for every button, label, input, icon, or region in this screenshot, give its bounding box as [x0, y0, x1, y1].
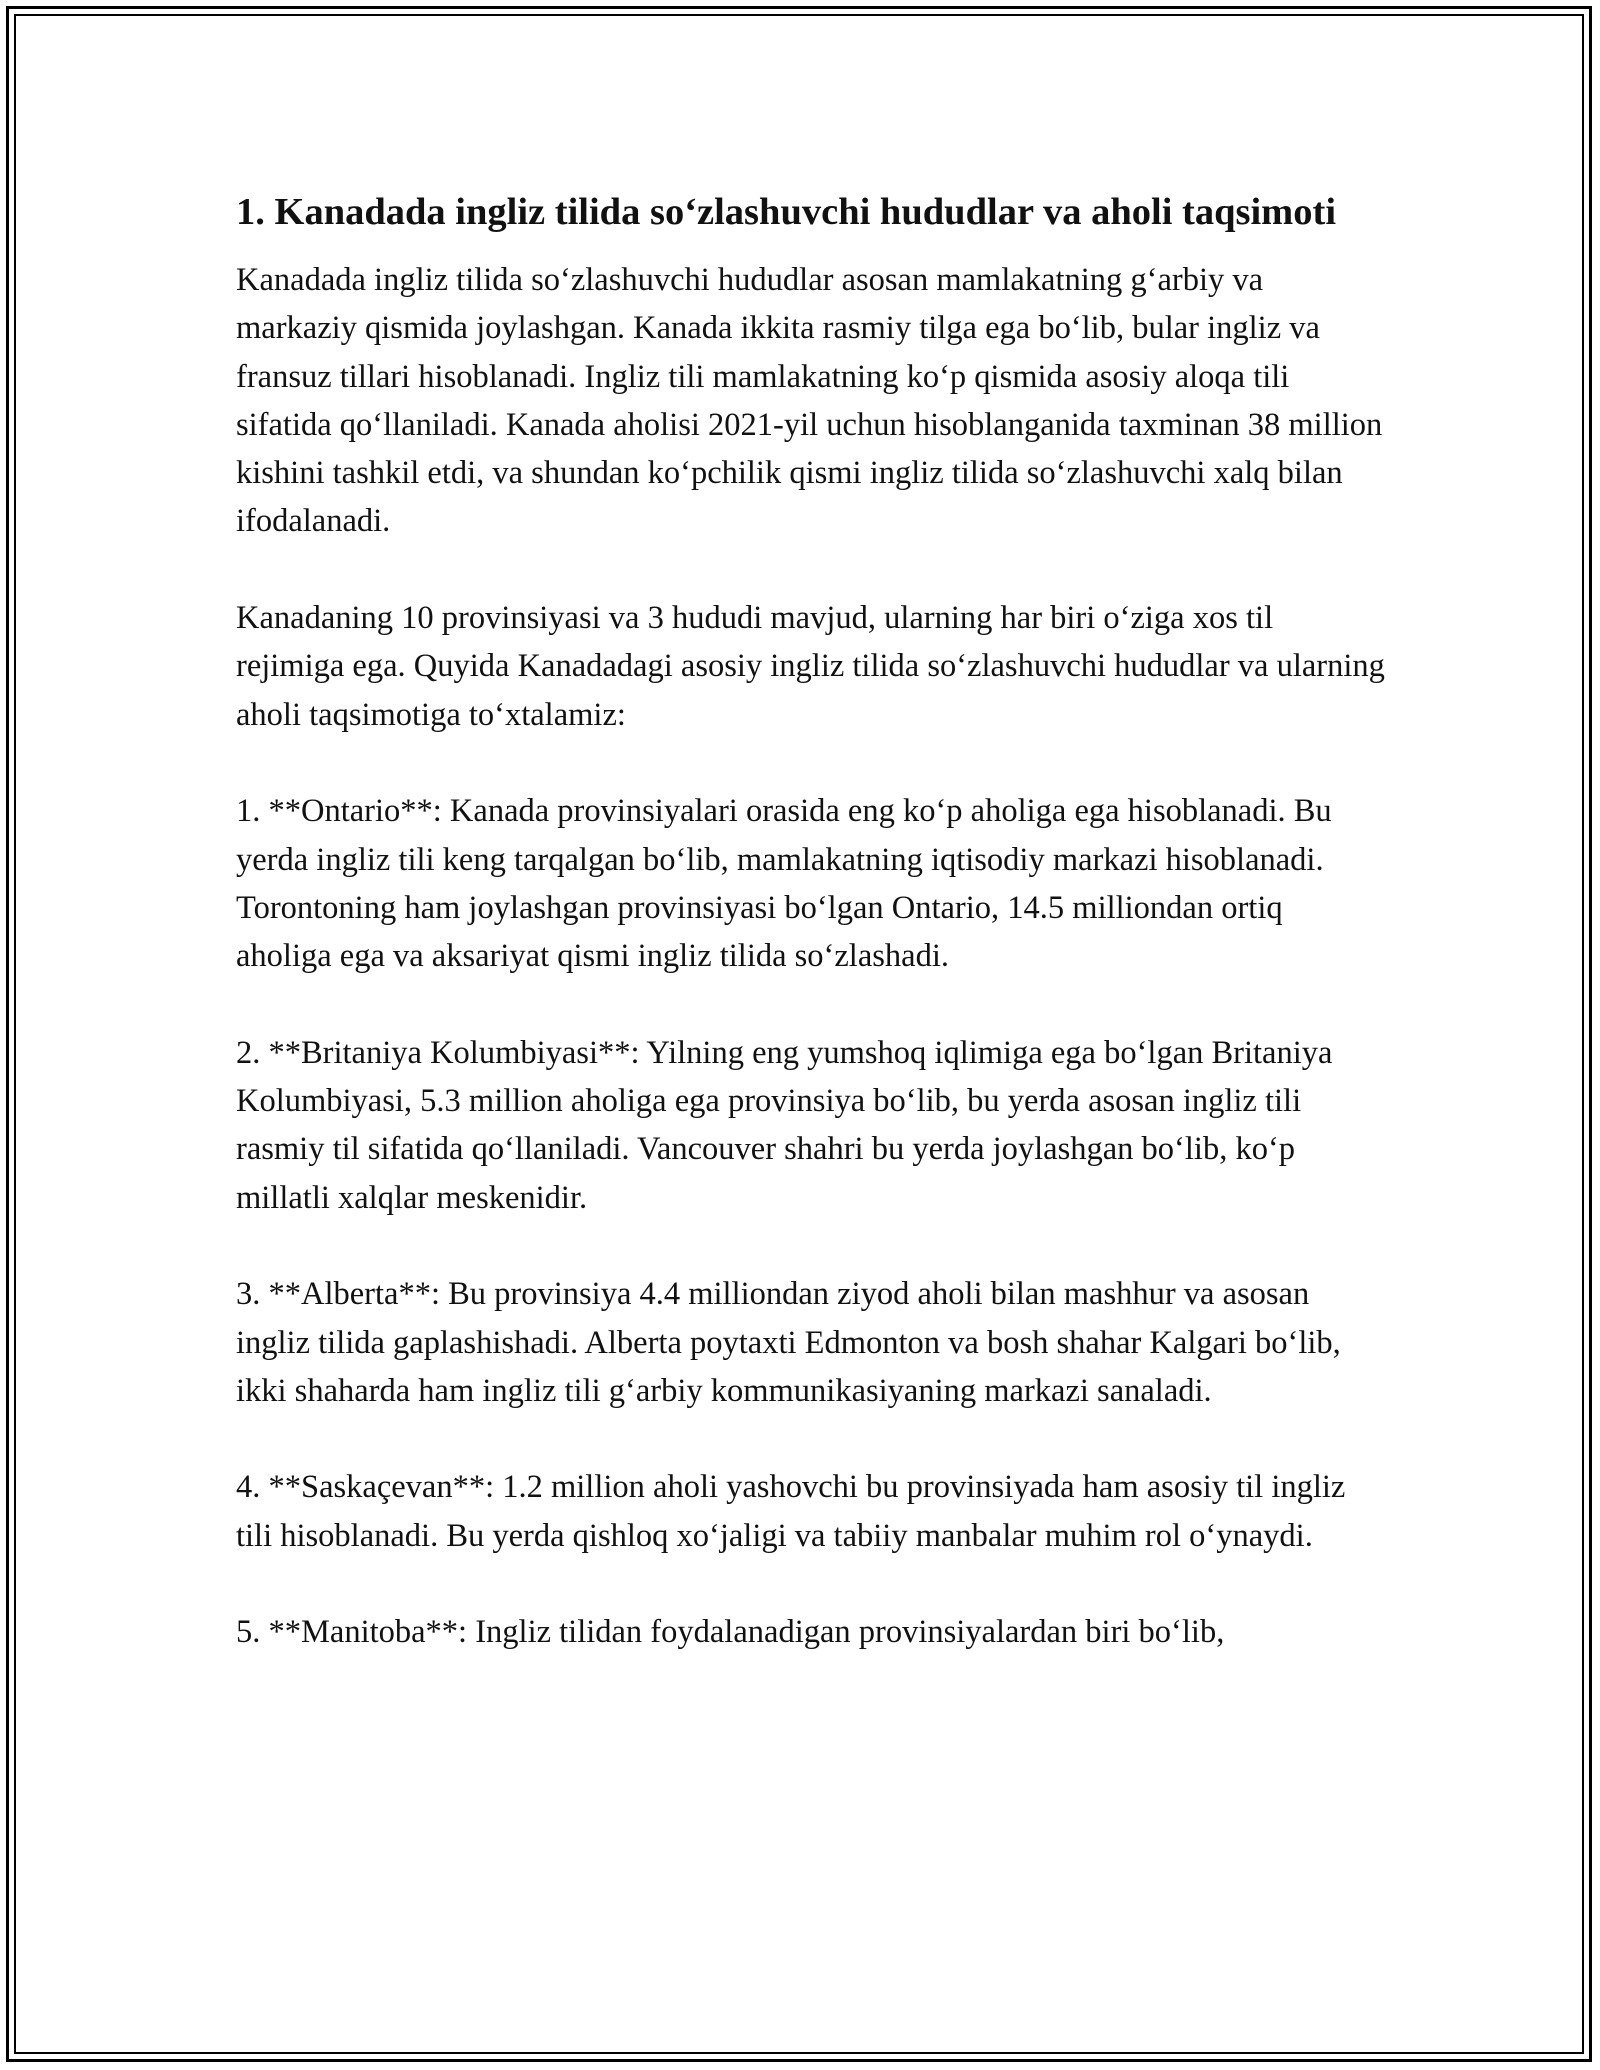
document-body: [236, 184, 1386, 1657]
paragraph-manitoba: 5. **Manitoba**: Ingliz tilidan foydalanadigan provinsiyalardan biri bo‘lib,: [236, 1614, 1225, 1651]
paragraph-overview: Kanadaning 10 provinsiyasi va 3 hududi mavjud, ularning har biri o‘ziga xos til rejimiga ega. Quyida Kanadadagi asosiy ingliz tilida so‘zlashuvchi hududlar va ularning aholi taqsimotiga to‘xtalamiz:: [236, 600, 1385, 733]
paragraph-ontario: 1. **Ontario**: Kanada provinsiyalari orasida eng ko‘p aholiga ega hisoblanadi. Bu yerda ingliz tili keng tarqalgan bo‘lib, mamlakatning iqtisodiy markazi hisoblanadi. Torontoning ham joylashgan provinsiyasi bo‘lgan Ontario, 14.5 milliondan ortiq aholiga ega va aksariyat qismi ingliz tilida so‘zlashadi.: [236, 793, 1332, 975]
section-heading: 1. Kanadada ingliz tilida so‘zlashuvchi hududlar va aholi taqsimoti: [236, 191, 1337, 233]
paragraph-intro: Kanadada ingliz tilida so‘zlashuvchi hududlar asosan mamlakatning g‘arbiy va markaziy qismida joylashgan. Kanada ikkita rasmiy tilga ega bo‘lib, bular ingliz va fransuz tillari hisoblanadi. Ingliz tili mamlakatning ko‘p qismida asosiy aloqa tili sifatida qo‘llaniladi. Kanada aholisi 2021-yil uchun hisoblanganida taxminan 38 million kishini tashkil etdi, va shundan ko‘pchilik qismi ingliz tilida so‘zlashuvchi xalq bilan ifodalanadi.: [236, 262, 1383, 540]
paragraph-british-columbia: 2. **Britaniya Kolumbiyasi**: Yilning eng yumshoq iqlimiga ega bo‘lgan Britaniya Kolumbiyasi, 5.3 million aholiga ega provinsiya bo‘lib, bu yerda asosan ingliz tili rasmiy til sifatida qo‘llaniladi. Vancouver shahri bu yerda joylashgan bo‘lib, ko‘p millatli xalqlar meskenidir.: [236, 1034, 1333, 1216]
paragraph-alberta: 3. **Alberta**: Bu provinsiya 4.4 milliondan ziyod aholi bilan mashhur va asosan ingliz tilida gaplashishadi. Alberta poytaxti Edmonton va bosh shahar Kalgari bo‘lib, ikki shaharda ham ingliz tili g‘arbiy kommunikasiyaning markazi sanaladi.: [236, 1276, 1341, 1409]
paragraph-saskatchewan: 4. **Saskaçevan**: 1.2 million aholi yashovchi bu provinsiyada ham asosiy til ingliz tili hisoblanadi. Bu yerda qishloq xo‘jaligi va tabiiy manbalar muhim rol o‘ynaydi.: [236, 1469, 1346, 1554]
